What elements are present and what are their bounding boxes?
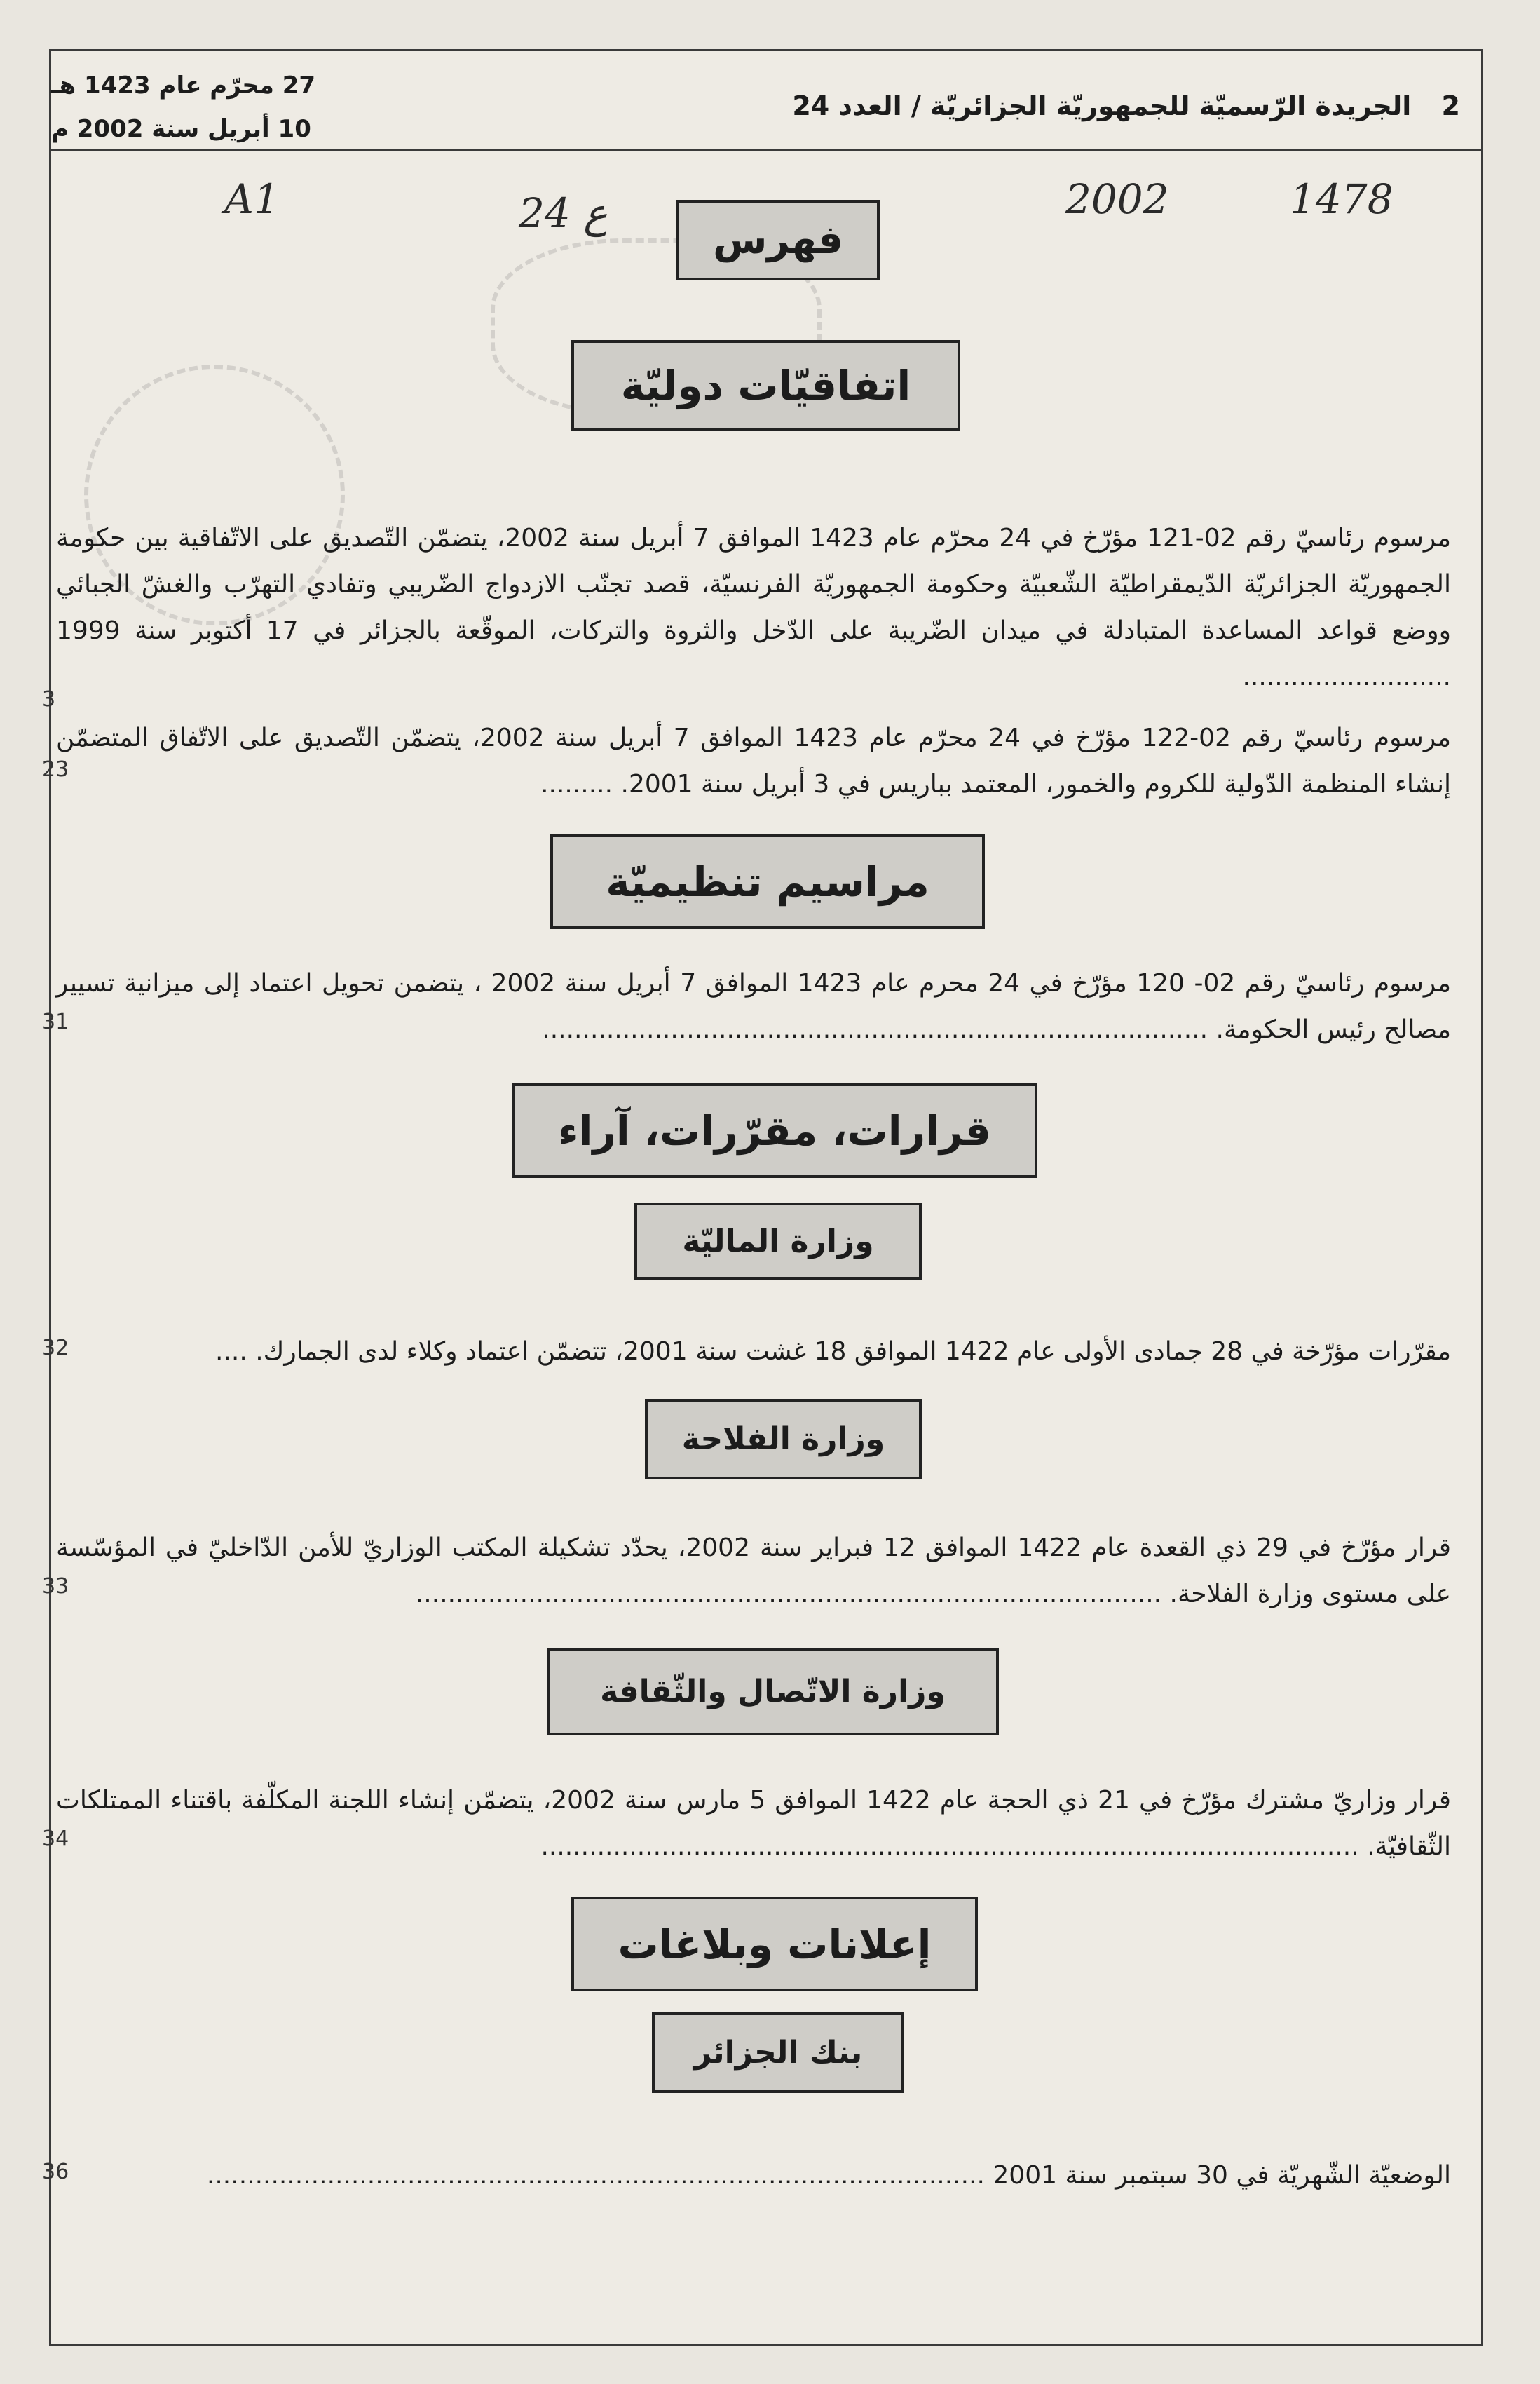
toc-entry <box>56 961 1451 1053</box>
entry-page-number: 31 <box>42 1010 69 1034</box>
entry-page-number: 3 <box>42 687 56 712</box>
section-heading-international-agreements: اتفاقيّات دوليّة <box>571 340 960 431</box>
toc-entry <box>56 1329 1451 1375</box>
page-number: 2 <box>1441 90 1460 121</box>
toc-entry <box>56 1525 1451 1618</box>
entry-page-number: 36 <box>42 2160 69 2184</box>
leader-dots: .... <box>214 1337 247 1366</box>
handwritten-note-left: A1 <box>224 175 280 223</box>
handwritten-note-mid-right: 2002 <box>1065 175 1169 223</box>
leader-dots: ...................................................................................................... <box>540 1832 1359 1861</box>
date-gregorian: 10 أبريل سنة 2002 م <box>51 115 311 143</box>
leader-dots: .......................... <box>1242 663 1451 691</box>
section-heading-decisions: قرارات، مقرّرات، آراء <box>512 1083 1037 1178</box>
leader-dots: ................................................................................... <box>542 1015 1208 1044</box>
handwritten-note-mid-left: 24 ع <box>519 189 608 237</box>
entry-text: مقرّرات مؤرّخة في 28 جمادى الأولى عام 1422 الموافق 18 غشت سنة 2001، تتضمّن اعتماد وكلاء لدى الجمارك. <box>255 1337 1451 1366</box>
journal-title: الجريدة الرّسميّة للجمهوريّة الجزائريّة / العدد 24 <box>792 90 1412 121</box>
entry-page-number: 33 <box>42 1574 69 1599</box>
toc-entry <box>56 515 1451 700</box>
entry-text: قرار وزاريّ مشترك مؤرّخ في 21 ذي الحجة عام 1422 الموافق 5 مارس سنة 2002، يتضمّن إنشاء اللجنة المكلّفة باقتناء الممتلكات الثّقافيّة. <box>56 1786 1451 1861</box>
toc-title: فهرس <box>676 200 880 280</box>
entry-text: مرسوم رئاسيّ رقم 02-122 مؤرّخ في 24 محرّم عام 1423 الموافق 7 أبريل سنة 2002، يتضمّن التّصديق على الاتّفاق المتضمّن إنشاء المنظمة الدّولية للكروم والخمور، المعتمد بباريس في 3 أبريل سنة 2001. <box>56 724 1451 799</box>
date-hijri: 27 محرّم عام 1423 هـ <box>51 72 316 100</box>
toc-entry <box>56 715 1451 808</box>
ministry-heading-finance: وزارة الماليّة <box>634 1203 922 1280</box>
toc-entry <box>56 2153 1451 2199</box>
toc-entry <box>56 1777 1451 1870</box>
ministry-heading-communication-culture: وزارة الاتّصال والثّقافة <box>547 1648 999 1735</box>
entry-text: قرار مؤرّخ في 29 ذي القعدة عام 1422 الموافق 12 فبراير سنة 2002، يحدّد تشكيلة المكتب الوزاريّ للأمن الدّاخليّ في المؤسّسة على مستوى وزارة الفلاحة. <box>56 1533 1452 1608</box>
entry-page-number: 34 <box>42 1827 69 1851</box>
ministry-heading-agriculture: وزارة الفلاحة <box>645 1399 922 1479</box>
entry-text: الوضعيّة الشّهريّة في 30 سبتمبر سنة 2001 <box>993 2161 1451 2190</box>
page-header <box>51 51 1481 151</box>
ministry-heading-bank-of-algeria: بنك الجزائر <box>652 2012 904 2093</box>
entry-text: مرسوم رئاسيّ رقم 02-121 مؤرّخ في 24 محرّم عام 1423 الموافق 7 أبريل سنة 2002، يتضمّن التّصديق على الاتّفاقية بين حكومة الجمهوريّة الجزائريّة الدّيمقراطيّة الشّعبيّة وحكومة الجمهوريّة الفرنسيّة، قصد تجنّب الازدواج الضّريبي وتفادي التهرّب والغشّ الجبائي ووضع قواعد المساعدة المتبادلة في ميدان الضّريبة على الدّخل والثروة والتركات، الموقّعة بالجزائر في 17 أكتوبر سنة 1999 <box>56 524 1452 645</box>
header-dates <box>51 64 346 151</box>
entry-text: مرسوم رئاسيّ رقم 02- 120 مؤرّخ في 24 محرم عام 1423 الموافق 7 أبريل سنة 2002 ، يتضمن تحويل اعتماد إلى ميزانية تسيير مصالح رئيس الحكومة. <box>56 969 1452 1044</box>
section-heading-announcements: إعلانات وبلاغات <box>571 1897 978 1991</box>
section-heading-regulatory-decrees: مراسيم تنظيميّة <box>550 834 985 929</box>
entry-page-number: 23 <box>42 757 69 782</box>
handwritten-note-right: 1478 <box>1290 175 1394 223</box>
leader-dots: ............................................................................................. <box>415 1580 1162 1608</box>
leader-dots: ......... <box>540 770 613 799</box>
leader-dots: ................................................................................................. <box>206 2161 985 2190</box>
entry-page-number: 32 <box>42 1336 69 1360</box>
